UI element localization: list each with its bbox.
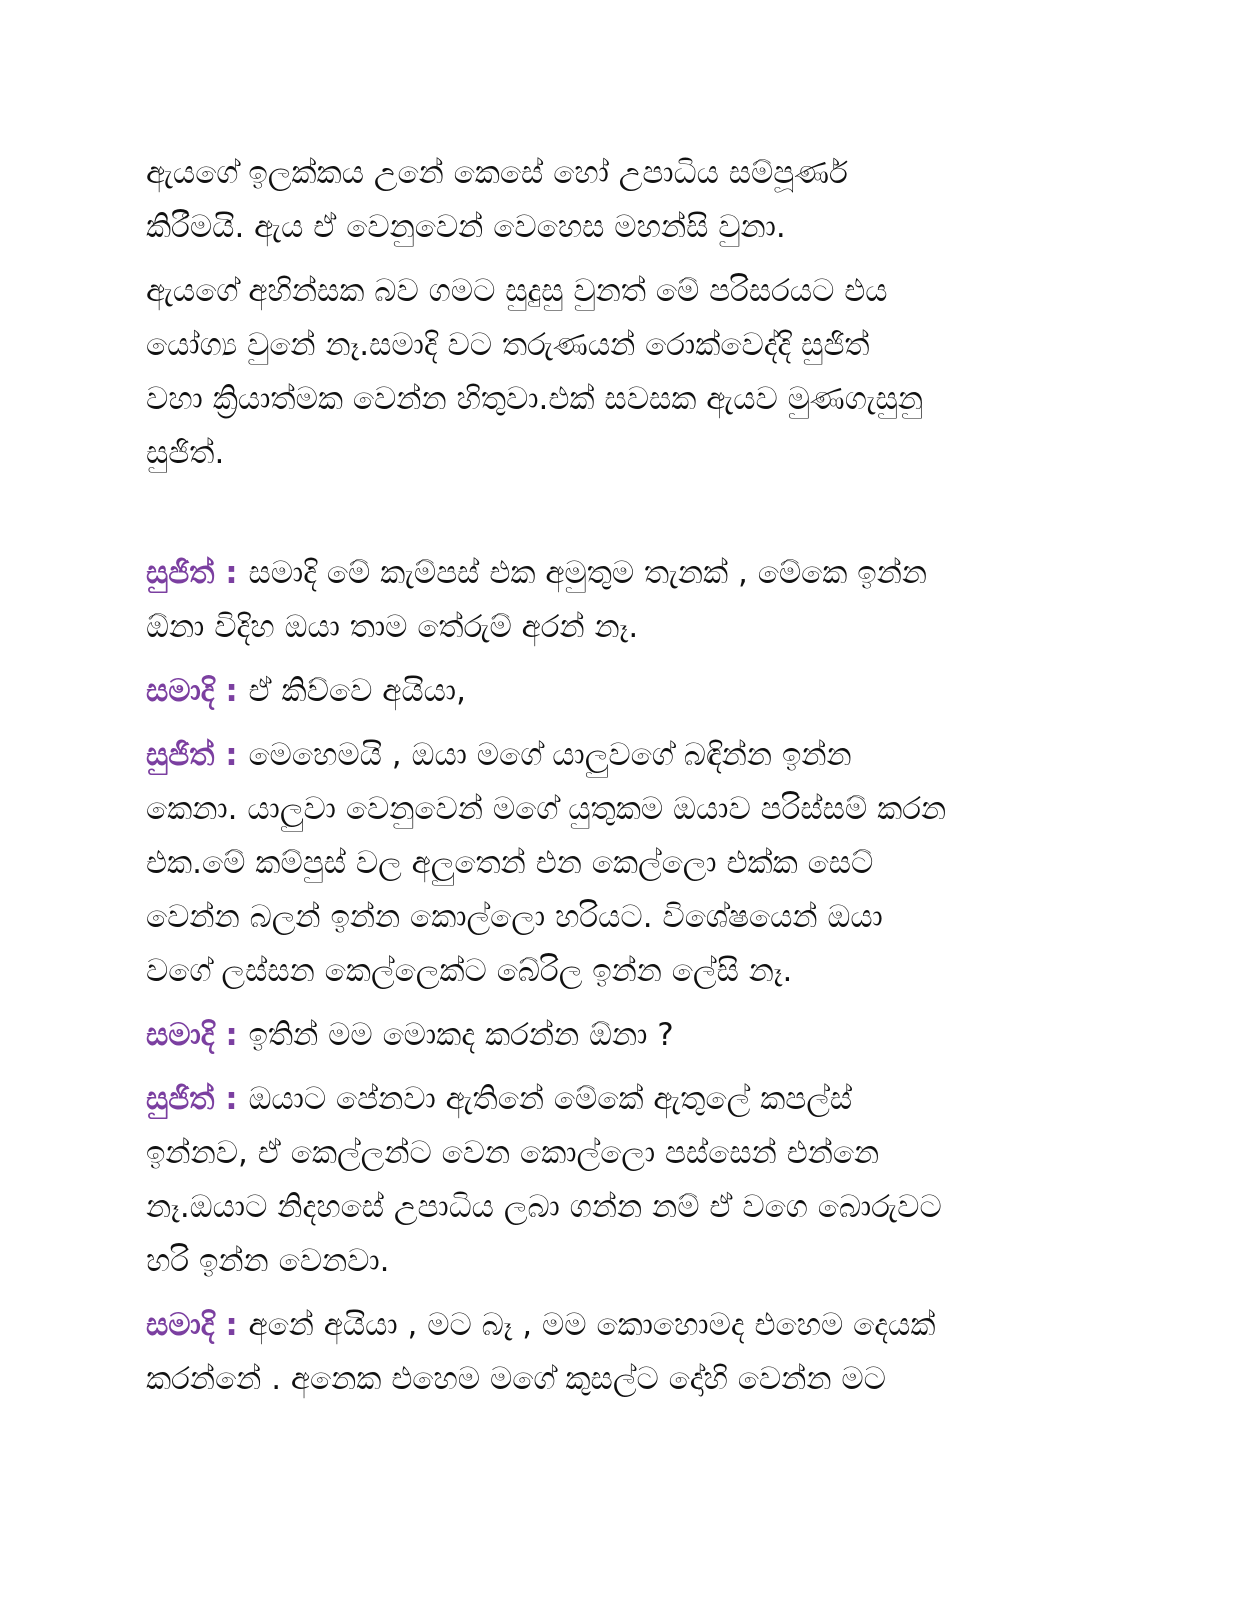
dialogue-first-line (146, 546, 1086, 600)
dialogue-first-line (146, 664, 1086, 718)
speaker-colon: : (214, 1081, 249, 1117)
narration-paragraph (146, 146, 1086, 254)
dialogue-text: ඒ කිව්වෙ අයියා, (248, 673, 466, 709)
paragraph-line: නෑ.ඔයාට නිදහසේ උපාධිය ලබා ගන්න නම් ඒ වගෙ බොරුවට (146, 1189, 942, 1225)
dialogue-paragraph (146, 1298, 1086, 1406)
dialogue-first-line (146, 1298, 1086, 1352)
dialogue-paragraph (146, 1008, 1086, 1062)
paragraph-line: ඇයගේ අහින්සක බව ගමට සුදුසු වුනත් මේ පරිසරයට එය (146, 273, 888, 309)
paragraph-line: යෝග්‍ය වුනේ නෑ.සමාදි වට තරුණයන් රොක්වෙද්දි සුජිත් (146, 327, 870, 363)
narration-paragraph (146, 264, 1086, 480)
narration-section (146, 146, 1086, 480)
paragraph-line: එක.මේ කම්පුස් වල අලුතෙන් එන කෙල්ලො එක්ක සෙට් (146, 845, 874, 881)
dialogue-text: මෙහෙමයි , ඔයා මගේ යාලුවගේ බඳින්න ඉන්න (248, 737, 852, 773)
speaker-name: සමාදි (146, 673, 215, 709)
dialogue-first-line (146, 1072, 1086, 1126)
paragraph-line: කෙනා. යාලුවා වෙනුවෙන් මගේ යුතුකම ඔයාව පරිස්සම් කරන (146, 791, 947, 827)
dialogue-paragraph (146, 546, 1086, 654)
dialogue-first-line (146, 1008, 1086, 1062)
dialogue-paragraph (146, 664, 1086, 718)
dialogue-text: ඔයාට පේනවා ඇතිනේ මේකේ ඇතුලේ කපල්ස් (248, 1081, 853, 1117)
paragraph-line: වහා ක්‍රියාත්මක වෙන්න හිතුවා.එක් සවසක ඇයව මුණගැසුනු (146, 381, 924, 417)
paragraph-line: සුජිත්. (146, 435, 225, 471)
speaker-name: සුජිත් (146, 555, 215, 591)
speaker-colon: : (214, 1307, 249, 1343)
paragraph-line: කිරීමයි. ඇය ඒ වෙනුවෙන් වෙහෙස මහන්සි වුනා. (146, 209, 786, 245)
speaker-name: සමාදි (146, 1307, 215, 1343)
dialogue-paragraph (146, 1072, 1086, 1288)
paragraph-line: ඇයගේ ඉලක්කය උනේ කෙසේ හෝ උපාධිය සම්පූර්ණ (146, 155, 848, 191)
dialogue-text: අනේ අයියා , මට බෑ , මම කොහොමද එහෙම දෙයක් (248, 1307, 936, 1343)
speaker-colon: : (214, 737, 249, 773)
paragraph-line: වගේ ලස්සන කෙල්ලෙක්ට බේරිල ඉන්න ලේසි නෑ. (146, 953, 793, 989)
paragraph-line: වෙන්න බලන් ඉන්න කොල්ලො හරියට. විශේෂයෙන් ඔයා (146, 899, 883, 935)
speaker-name: සුජිත් (146, 737, 215, 773)
paragraph-line: හරි ඉන්න වෙනවා. (146, 1243, 390, 1279)
speaker-colon: : (214, 673, 249, 709)
dialogue-first-line (146, 728, 1086, 782)
dialogue-text: සමාදි මේ කැම්පස් එක අමුතුම තැනක් , මේකෙ ඉන්න (248, 555, 928, 591)
section-spacer (146, 490, 1086, 546)
speaker-name: සුජිත් (146, 1081, 215, 1117)
speaker-name: සමාදි (146, 1017, 215, 1053)
dialogue-section (146, 546, 1086, 1406)
paragraph-line: ඉන්නව, ඒ කෙල්ලන්ට වෙන කොල්ලො පස්සෙන් එන්නෙ (146, 1135, 880, 1171)
paragraph-line: ඕනා විදිහ ඔයා තාම තේරුම් අරන් නෑ. (146, 609, 639, 645)
speaker-colon: : (214, 555, 249, 591)
dialogue-text: ඉතින් මම මොකද කරන්න ඕනා ? (248, 1017, 674, 1053)
dialogue-paragraph (146, 728, 1086, 998)
paragraph-line: කරන්නේ . අනෙක එහෙම මගේ කුසල්ට දෝහි වෙන්න මට (146, 1361, 886, 1397)
speaker-colon: : (214, 1017, 249, 1053)
